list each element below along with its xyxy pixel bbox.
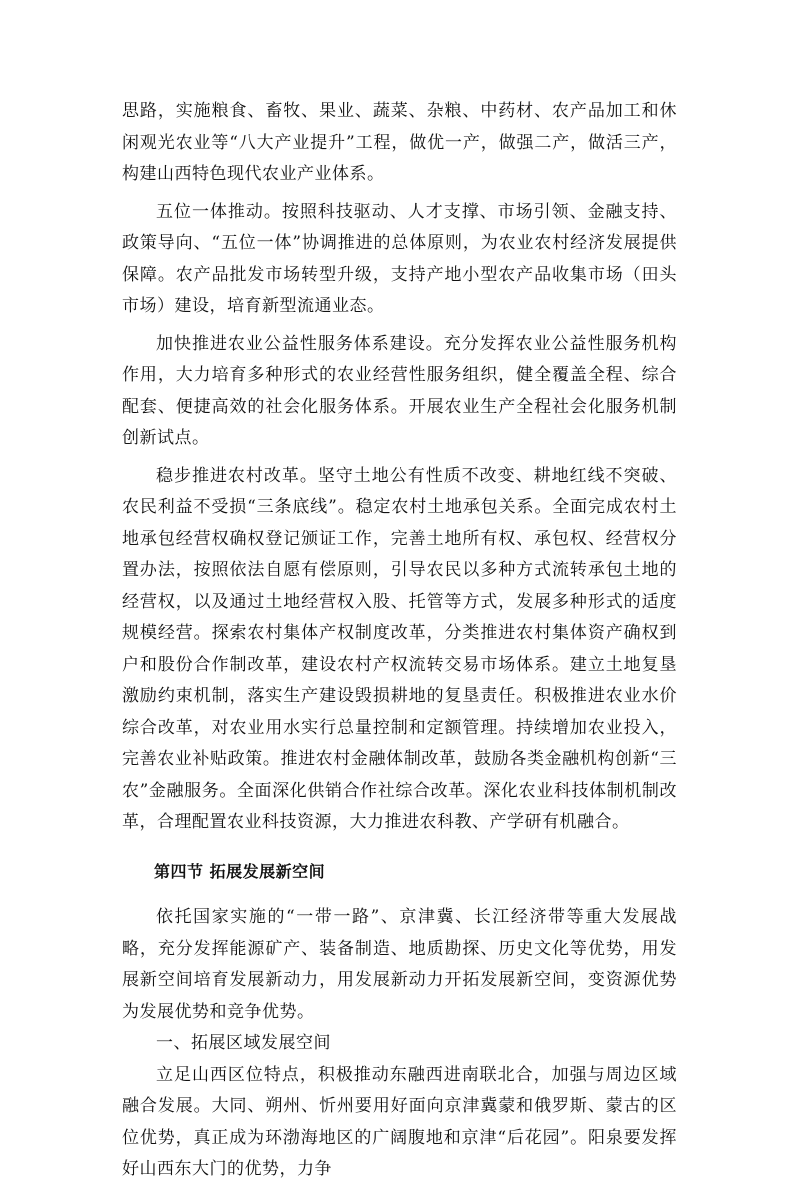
document-page [122, 96, 677, 1186]
section-heading: 第四节 拓展发展新空间 [154, 861, 326, 881]
subsection-body-paragraph: 立足山西区位特点，积极推动东融西进南联北合，加强与周边区域融合发展。大同、朔州、忻州要用好面向京津冀蒙和俄罗斯、蒙古的区位优势，真正成为环渤海地区的广阔腹地和京津“后花园”。阳泉要发挥好山西东大门的优势，力争 [122, 1064, 677, 1179]
section-intro-paragraph: 依托国家实施的“一带一路”、京津冀、长江经济带等重大发展战略，充分发挥能源矿产、装备制造、地质勘探、历史文化等优势，用发展新空间培育发展新动力，用发展新动力开拓发展新空间，变资源优势为发展优势和竞争优势。 [122, 907, 677, 1022]
subsection-heading: 一、拓展区域发展空间 [156, 1033, 331, 1053]
paragraph-rural-reform: 稳步推进农村改革。坚守土地公有性质不改变、耕地红线不突破、农民利益不受损“三条底线”。稳定农村土地承包关系。全面完成农村土地承包经营权确权登记颁证工作，完善土地所有权、承包权、经营权分置办法，按照依法自愿有偿原则，引导农民以多种方式流转承包土地的经营权，以及通过土地经营权入股、托管等方式，发展多种形式的适度规模经营。探索农村集体产权制度改革，分类推进农村集体资产确权到户和股份合作制改革，建设农村产权流转交易市场体系。建立土地复垦激励约束机制，落实生产建设毁损耕地的复垦责任。积极推进农业水价综合改革，对农业用水实行总量控制和定额管理。持续增加农业投入，完善农业补贴政策。推进农村金融体制改革，鼓励各类金融机构创新“三农”金融服务。全面深化供销合作社综合改革。深化农业科技体制机制改革，合理配置农业科技资源，大力推进农科教、产学研有机融合。 [122, 465, 677, 832]
paragraph-five-in-one: 五位一体推动。按照科技驱动、人才支撑、市场引领、金融支持、政策导向、“五位一体”协调推进的总体原则，为农业农村经济发展提供保障。农产品批发市场转型升级，支持产地小型农产品收集市场（田头市场）建设，培育新型流通业态。 [122, 201, 677, 316]
paragraph-public-service-system: 加快推进农业公益性服务体系建设。充分发挥农业公益性服务机构作用，大力培育多种形式的农业经营性服务组织，健全覆盖全程、综合配套、便捷高效的社会化服务体系。开展农业生产全程社会化服务机制创新试点。 [122, 333, 677, 448]
paragraph-agriculture-industries: 思路，实施粮食、畜牧、果业、蔬菜、杂粮、中药材、农产品加工和休闲观光农业等“八大产业提升”工程，做优一产，做强二产，做活三产，构建山西特色现代农业产业体系。 [122, 101, 677, 184]
